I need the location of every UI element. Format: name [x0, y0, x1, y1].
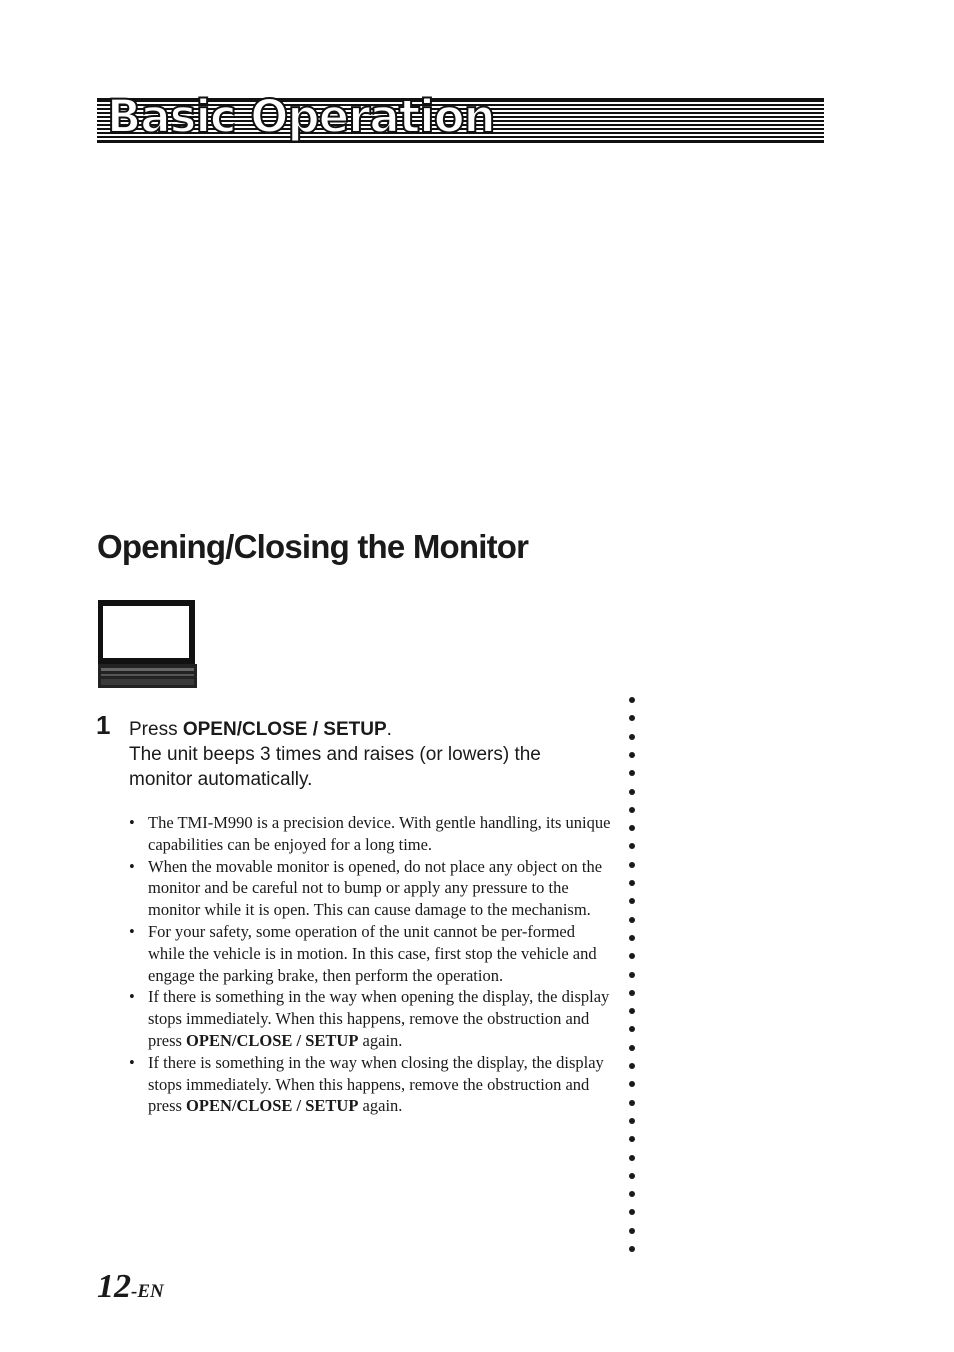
dotted-divider	[628, 697, 636, 1257]
page-number-suffix: -EN	[131, 1281, 164, 1302]
divider-dot	[629, 953, 635, 959]
divider-dot	[629, 1063, 635, 1069]
bullet-icon: •	[129, 856, 135, 876]
divider-dot	[629, 715, 635, 721]
divider-dot	[629, 697, 635, 703]
page-number-value: 12	[97, 1268, 131, 1305]
bullet-icon: •	[129, 987, 135, 1007]
note-button-name: OPEN/CLOSE / SETUP	[186, 1030, 359, 1050]
list-item	[129, 856, 613, 921]
header-banner	[97, 90, 824, 143]
divider-dot	[629, 1246, 635, 1252]
notes-list	[129, 812, 613, 1117]
divider-dot	[629, 935, 635, 941]
note-button-name: OPEN/CLOSE / SETUP	[186, 1096, 359, 1116]
divider-dot	[629, 770, 635, 776]
divider-dot	[629, 1173, 635, 1179]
note-text: For your safety, some operation of the unit cannot be per-formed while the vehicle is in motion. In this case, first stop the vehicle and engage the parking brake, then perform the operation.	[148, 921, 597, 985]
note-text: The TMI-M990 is a precision device. With gentle handling, its unique capabilities can be enjoyed for a long time.	[148, 813, 611, 854]
bullet-icon: •	[129, 921, 135, 941]
divider-dot	[629, 1228, 635, 1234]
note-text: If there is something in the way when opening the display, the display stops immediately. When this happens, remove the obstruction and press	[148, 987, 610, 1050]
note-text: When the movable monitor is opened, do not place any object on the monitor and be careful not to bump or apply any pressure to the monitor while it is open. This can cause damage to the mechanism.	[148, 856, 603, 920]
divider-dot	[629, 1026, 635, 1032]
note-text-end: again.	[358, 1030, 403, 1050]
divider-dot	[629, 1209, 635, 1215]
divider-dot	[629, 1155, 635, 1161]
list-item	[129, 812, 613, 856]
list-item	[129, 921, 613, 986]
bullet-icon: •	[129, 813, 135, 832]
divider-dot	[629, 972, 635, 978]
divider-dot	[629, 825, 635, 831]
divider-dot	[629, 789, 635, 795]
divider-dot	[629, 1008, 635, 1014]
divider-dot	[629, 880, 635, 886]
list-item	[129, 986, 613, 1051]
divider-dot	[629, 843, 635, 849]
note-text: If there is something in the way when closing the display, the display stops immediately. When this happens, remove the obstruction and press	[148, 1052, 604, 1116]
note-text-end: again.	[358, 1096, 403, 1116]
step-description: The unit beeps 3 times and raises (or lowers) the monitor automatically.	[129, 744, 541, 790]
divider-dot	[629, 898, 635, 904]
divider-dot	[629, 1191, 635, 1197]
divider-dot	[629, 1045, 635, 1051]
divider-dot	[629, 1118, 635, 1124]
list-item	[129, 1052, 613, 1117]
divider-dot	[629, 734, 635, 740]
step-period: .	[386, 719, 392, 740]
bullet-icon: •	[129, 1052, 135, 1072]
step-instruction	[129, 717, 599, 792]
page-title: Basic Operation	[107, 90, 495, 143]
divider-dot	[629, 862, 635, 868]
divider-dot	[629, 752, 635, 758]
divider-dot	[629, 990, 635, 996]
step-button-name: OPEN/CLOSE / SETUP	[182, 719, 387, 740]
divider-dot	[629, 917, 635, 923]
divider-dot	[629, 1081, 635, 1087]
step-number: 1	[96, 710, 111, 740]
divider-dot	[629, 1100, 635, 1106]
divider-dot	[629, 807, 635, 813]
page-number	[97, 1270, 164, 1304]
monitor-open-icon	[97, 599, 199, 690]
divider-dot	[629, 1136, 635, 1142]
section-title: Opening/Closing the Monitor	[97, 528, 529, 565]
step-press-label: Press	[129, 719, 183, 740]
